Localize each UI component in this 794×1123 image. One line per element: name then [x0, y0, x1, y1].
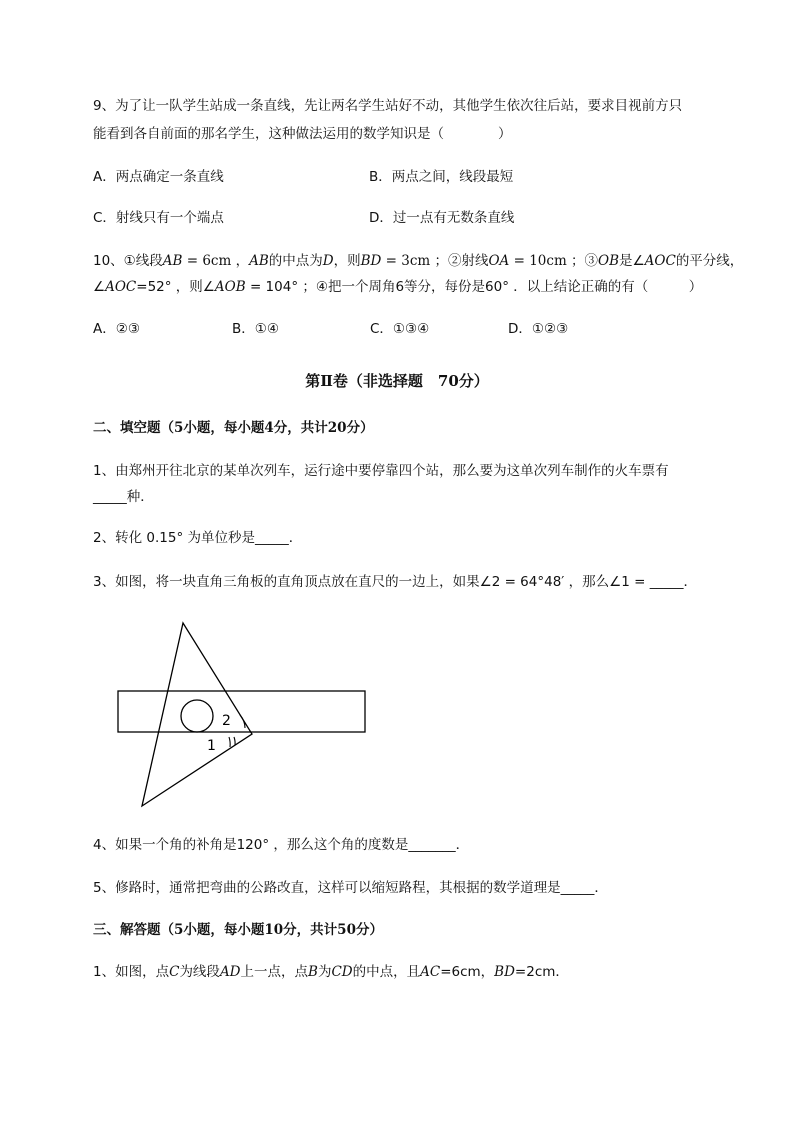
ruler-triangle-figure [112, 618, 374, 810]
fill-q4: 4、如果一个角的补角是120° ，那么这个角的度数是_______． [93, 837, 470, 853]
section3-heading: 三、解答题（5小题，每小题10分，共计50分） [93, 922, 383, 938]
q10-line1: 10、①线段AB = 6cm ，AB的中点为D，则BD = 3cm ；②射线OA = 10cm ；③OB是∠AOC的平分线， [93, 253, 744, 269]
q9-option-a: A．两点确定一条直线 [93, 169, 224, 185]
angle-label-1: 1 [207, 738, 216, 754]
fill-q2: 2、转化 0.15° 为单位秒是_____． [93, 530, 303, 546]
part2-title: 第Ⅱ卷（非选择题 70分） [305, 372, 489, 390]
q9-option-b: B．两点之间，线段最短 [369, 169, 514, 185]
triangle-hole [181, 700, 213, 732]
q9-line1: 9、为了让一队学生站成一条直线，先让两名学生站好不动，其他学生依次往后站，要求目视前方只 [93, 98, 683, 114]
q9-option-c: C．射线只有一个端点 [93, 210, 224, 226]
q10-option-a: A．②③ [93, 321, 140, 337]
q9-option-d: D．过一点有无数条直线 [369, 210, 515, 226]
solve-q1: 1、如图，点C为线段AD上一点，点B为CD的中点，且AC=6cm，BD=2cm． [93, 964, 569, 980]
angle-1-arc-b [229, 737, 230, 747]
section2-heading: 二、填空题（5小题，每小题4分，共计20分） [93, 420, 374, 436]
q9-line2: 能看到各自前面的那名学生，这种做法运用的数学知识是（ ） [93, 126, 512, 142]
fill-q5: 5、修路时，通常把弯曲的公路改直，这样可以缩短路程，其根据的数学道理是_____． [93, 880, 608, 896]
q10-option-b: B．①④ [232, 321, 279, 337]
fill-q3: 3、如图，将一块直角三角板的直角顶点放在直尺的一边上，如果∠2 = 64°48′ ，那么∠1 = _____． [93, 574, 697, 590]
ruler-shape [118, 691, 365, 732]
q10-line2: ∠AOC=52° ，则∠AOB = 104° ；④把一个周角6等分，每份是60° ．以上结论正确的有（ ） [93, 279, 703, 295]
fill-q1-line1: 1、由郑州开往北京的某单次列车，运行途中要停靠四个站，那么要为这单次列车制作的火车票有 [93, 463, 669, 479]
q10-option-c: C．①③④ [370, 321, 430, 337]
angle-1-arc-a [234, 737, 235, 745]
fill-q1-line2: _____种． [93, 489, 154, 505]
q10-option-d: D．①②③ [508, 321, 569, 337]
triangle-shape [142, 623, 252, 806]
angle-label-2: 2 [222, 713, 231, 729]
